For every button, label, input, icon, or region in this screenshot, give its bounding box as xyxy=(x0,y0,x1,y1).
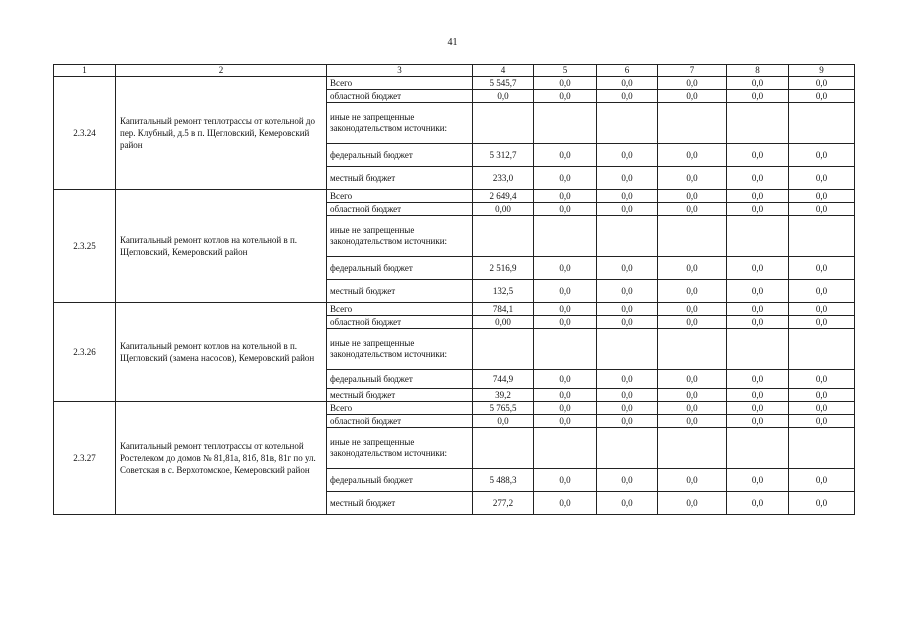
value-cell: 0,0 xyxy=(789,280,855,303)
value-cell: 0,0 xyxy=(789,389,855,402)
value-cell: 0,0 xyxy=(658,415,727,428)
source-label-total: Всего xyxy=(327,77,473,90)
header-cell: 6 xyxy=(597,65,658,77)
empty-cell xyxy=(789,428,855,469)
value-cell: 39,2 xyxy=(473,389,534,402)
empty-cell xyxy=(473,329,534,370)
value-cell: 0,0 xyxy=(534,415,597,428)
value-cell: 0,0 xyxy=(727,167,789,190)
budget-table xyxy=(53,64,855,515)
value-cell: 0,00 xyxy=(473,203,534,216)
item-name xyxy=(116,190,327,303)
source-label-local: местный бюджет xyxy=(327,389,473,402)
value-cell: 0,0 xyxy=(597,415,658,428)
source-label-oblast: областной бюджет xyxy=(327,90,473,103)
value-cell: 0,0 xyxy=(727,280,789,303)
value-cell: 0,0 xyxy=(658,280,727,303)
item-code: 2.3.27 xyxy=(54,402,116,515)
empty-cell xyxy=(658,329,727,370)
value-cell: 5 545,7 xyxy=(473,77,534,90)
source-label-local: местный бюджет xyxy=(327,280,473,303)
source-label-other: иные не запрещенные законодательством источники: xyxy=(327,329,473,370)
value-cell: 0,0 xyxy=(727,90,789,103)
empty-cell xyxy=(597,216,658,257)
value-cell: 0,0 xyxy=(658,77,727,90)
value-cell: 0,0 xyxy=(534,280,597,303)
value-cell: 0,0 xyxy=(789,257,855,280)
source-label-local: местный бюджет xyxy=(327,492,473,515)
value-cell: 0,0 xyxy=(789,190,855,203)
header-cell: 2 xyxy=(116,65,327,77)
value-cell: 0,0 xyxy=(597,77,658,90)
value-cell: 0,0 xyxy=(658,389,727,402)
value-cell: 0,0 xyxy=(597,90,658,103)
value-cell: 0,0 xyxy=(597,190,658,203)
value-cell: 0,0 xyxy=(534,77,597,90)
header-cell: 7 xyxy=(658,65,727,77)
block-2-3-27 xyxy=(54,402,855,515)
value-cell: 0,0 xyxy=(658,257,727,280)
value-cell: 0,0 xyxy=(789,203,855,216)
value-cell: 0,0 xyxy=(658,492,727,515)
source-label-oblast: областной бюджет xyxy=(327,316,473,329)
value-cell: 0,0 xyxy=(658,144,727,167)
item-name-text: Капитальный ремонт теплотрассы от котельной Ростелеком до домов № 81,81а, 81б, 81в, 81г по ул. Советская в с. Верхотомское, Кемеровский район xyxy=(120,441,316,475)
value-cell: 277,2 xyxy=(473,492,534,515)
value-cell: 0,0 xyxy=(727,469,789,492)
row-total xyxy=(54,402,855,415)
empty-cell xyxy=(727,329,789,370)
item-name-text: Капитальный ремонт теплотрассы от котельной до пер. Клубный, д.5 в п. Щегловский, Кемеровский район xyxy=(120,116,316,150)
empty-cell xyxy=(534,216,597,257)
source-label-federal: федеральный бюджет xyxy=(327,469,473,492)
source-label-total: Всего xyxy=(327,402,473,415)
value-cell: 0,0 xyxy=(534,257,597,280)
value-cell: 0,0 xyxy=(658,316,727,329)
value-cell: 0,0 xyxy=(534,469,597,492)
item-name-text: Капитальный ремонт котлов на котельной в п. Щегловский (замена насосов), Кемеровский район xyxy=(120,341,315,363)
value-cell: 233,0 xyxy=(473,167,534,190)
source-label-oblast: областной бюджет xyxy=(327,415,473,428)
empty-cell xyxy=(658,428,727,469)
header-cell: 4 xyxy=(473,65,534,77)
empty-cell xyxy=(727,428,789,469)
value-cell: 0,0 xyxy=(534,167,597,190)
source-label-federal: федеральный бюджет xyxy=(327,370,473,389)
value-cell: 0,0 xyxy=(789,90,855,103)
source-label-other: иные не запрещенные законодательством источники: xyxy=(327,428,473,469)
value-cell: 0,0 xyxy=(534,303,597,316)
value-cell: 0,0 xyxy=(727,492,789,515)
value-cell: 0,0 xyxy=(789,316,855,329)
empty-cell xyxy=(597,329,658,370)
value-cell: 0,0 xyxy=(727,389,789,402)
header-cell: 3 xyxy=(327,65,473,77)
value-cell: 0,0 xyxy=(597,402,658,415)
value-cell: 0,0 xyxy=(534,203,597,216)
value-cell: 0,0 xyxy=(727,415,789,428)
value-cell: 0,0 xyxy=(658,402,727,415)
header-cell: 8 xyxy=(727,65,789,77)
empty-cell xyxy=(597,103,658,144)
value-cell: 0,0 xyxy=(789,144,855,167)
header-cell: 5 xyxy=(534,65,597,77)
value-cell: 0,0 xyxy=(789,77,855,90)
source-label-federal: федеральный бюджет xyxy=(327,144,473,167)
value-cell: 0,0 xyxy=(727,190,789,203)
value-cell: 0,0 xyxy=(727,203,789,216)
value-cell: 0,0 xyxy=(597,257,658,280)
value-cell: 0,0 xyxy=(534,316,597,329)
empty-cell xyxy=(473,103,534,144)
block-2-3-26 xyxy=(54,303,855,402)
value-cell: 0,0 xyxy=(473,415,534,428)
page-number: 41 xyxy=(447,37,458,48)
header-row xyxy=(54,65,855,77)
value-cell: 0,0 xyxy=(727,370,789,389)
item-name xyxy=(116,77,327,190)
header-cell: 1 xyxy=(54,65,116,77)
source-label-total: Всего xyxy=(327,190,473,203)
empty-cell xyxy=(534,428,597,469)
value-cell: 2 516,9 xyxy=(473,257,534,280)
value-cell: 0,0 xyxy=(597,316,658,329)
empty-cell xyxy=(534,329,597,370)
source-label-other: иные не запрещенные законодательством источники: xyxy=(327,103,473,144)
value-cell: 0,0 xyxy=(597,469,658,492)
value-cell: 132,5 xyxy=(473,280,534,303)
empty-cell xyxy=(534,103,597,144)
value-cell: 0,0 xyxy=(658,167,727,190)
empty-cell xyxy=(658,216,727,257)
row-total xyxy=(54,77,855,90)
value-cell: 0,0 xyxy=(597,370,658,389)
value-cell: 0,0 xyxy=(534,402,597,415)
value-cell: 744,9 xyxy=(473,370,534,389)
item-code: 2.3.24 xyxy=(54,77,116,190)
value-cell: 0,0 xyxy=(727,303,789,316)
empty-cell xyxy=(658,103,727,144)
empty-cell xyxy=(789,103,855,144)
header-cell: 9 xyxy=(789,65,855,77)
value-cell: 0,0 xyxy=(658,90,727,103)
empty-cell xyxy=(597,428,658,469)
value-cell: 0,0 xyxy=(597,492,658,515)
value-cell: 0,00 xyxy=(473,316,534,329)
item-code: 2.3.26 xyxy=(54,303,116,402)
source-label-federal: федеральный бюджет xyxy=(327,257,473,280)
value-cell: 0,0 xyxy=(789,469,855,492)
value-cell: 0,0 xyxy=(597,203,658,216)
value-cell: 5 312,7 xyxy=(473,144,534,167)
value-cell: 5 765,5 xyxy=(473,402,534,415)
source-label-oblast: областной бюджет xyxy=(327,203,473,216)
empty-cell xyxy=(789,329,855,370)
source-label-local: местный бюджет xyxy=(327,167,473,190)
value-cell: 0,0 xyxy=(534,492,597,515)
empty-cell xyxy=(727,216,789,257)
item-code: 2.3.25 xyxy=(54,190,116,303)
empty-cell xyxy=(789,216,855,257)
empty-cell xyxy=(473,216,534,257)
empty-cell xyxy=(473,428,534,469)
value-cell: 0,0 xyxy=(727,77,789,90)
value-cell: 0,0 xyxy=(597,144,658,167)
value-cell: 0,0 xyxy=(597,280,658,303)
value-cell: 0,0 xyxy=(727,144,789,167)
value-cell: 0,0 xyxy=(727,402,789,415)
value-cell: 0,0 xyxy=(658,469,727,492)
value-cell: 0,0 xyxy=(789,415,855,428)
value-cell: 0,0 xyxy=(534,90,597,103)
row-total xyxy=(54,190,855,203)
value-cell: 0,0 xyxy=(473,90,534,103)
value-cell: 0,0 xyxy=(534,190,597,203)
value-cell: 0,0 xyxy=(597,303,658,316)
value-cell: 0,0 xyxy=(727,316,789,329)
value-cell: 0,0 xyxy=(727,257,789,280)
value-cell: 5 488,3 xyxy=(473,469,534,492)
value-cell: 0,0 xyxy=(789,370,855,389)
value-cell: 0,0 xyxy=(789,402,855,415)
empty-cell xyxy=(727,103,789,144)
block-2-3-24 xyxy=(54,77,855,190)
item-name xyxy=(116,303,327,402)
source-label-total: Всего xyxy=(327,303,473,316)
value-cell: 0,0 xyxy=(534,389,597,402)
value-cell: 0,0 xyxy=(658,303,727,316)
item-name-text: Капитальный ремонт котлов на котельной в п. Щегловский, Кемеровский район xyxy=(120,235,298,257)
value-cell: 0,0 xyxy=(658,203,727,216)
value-cell: 0,0 xyxy=(789,167,855,190)
value-cell: 2 649,4 xyxy=(473,190,534,203)
value-cell: 0,0 xyxy=(658,370,727,389)
block-2-3-25 xyxy=(54,190,855,303)
value-cell: 0,0 xyxy=(789,492,855,515)
value-cell: 784,1 xyxy=(473,303,534,316)
value-cell: 0,0 xyxy=(658,190,727,203)
value-cell: 0,0 xyxy=(597,389,658,402)
item-name xyxy=(116,402,327,515)
value-cell: 0,0 xyxy=(597,167,658,190)
value-cell: 0,0 xyxy=(534,370,597,389)
row-total xyxy=(54,303,855,316)
value-cell: 0,0 xyxy=(789,303,855,316)
value-cell: 0,0 xyxy=(534,144,597,167)
source-label-other: иные не запрещенные законодательством источники: xyxy=(327,216,473,257)
